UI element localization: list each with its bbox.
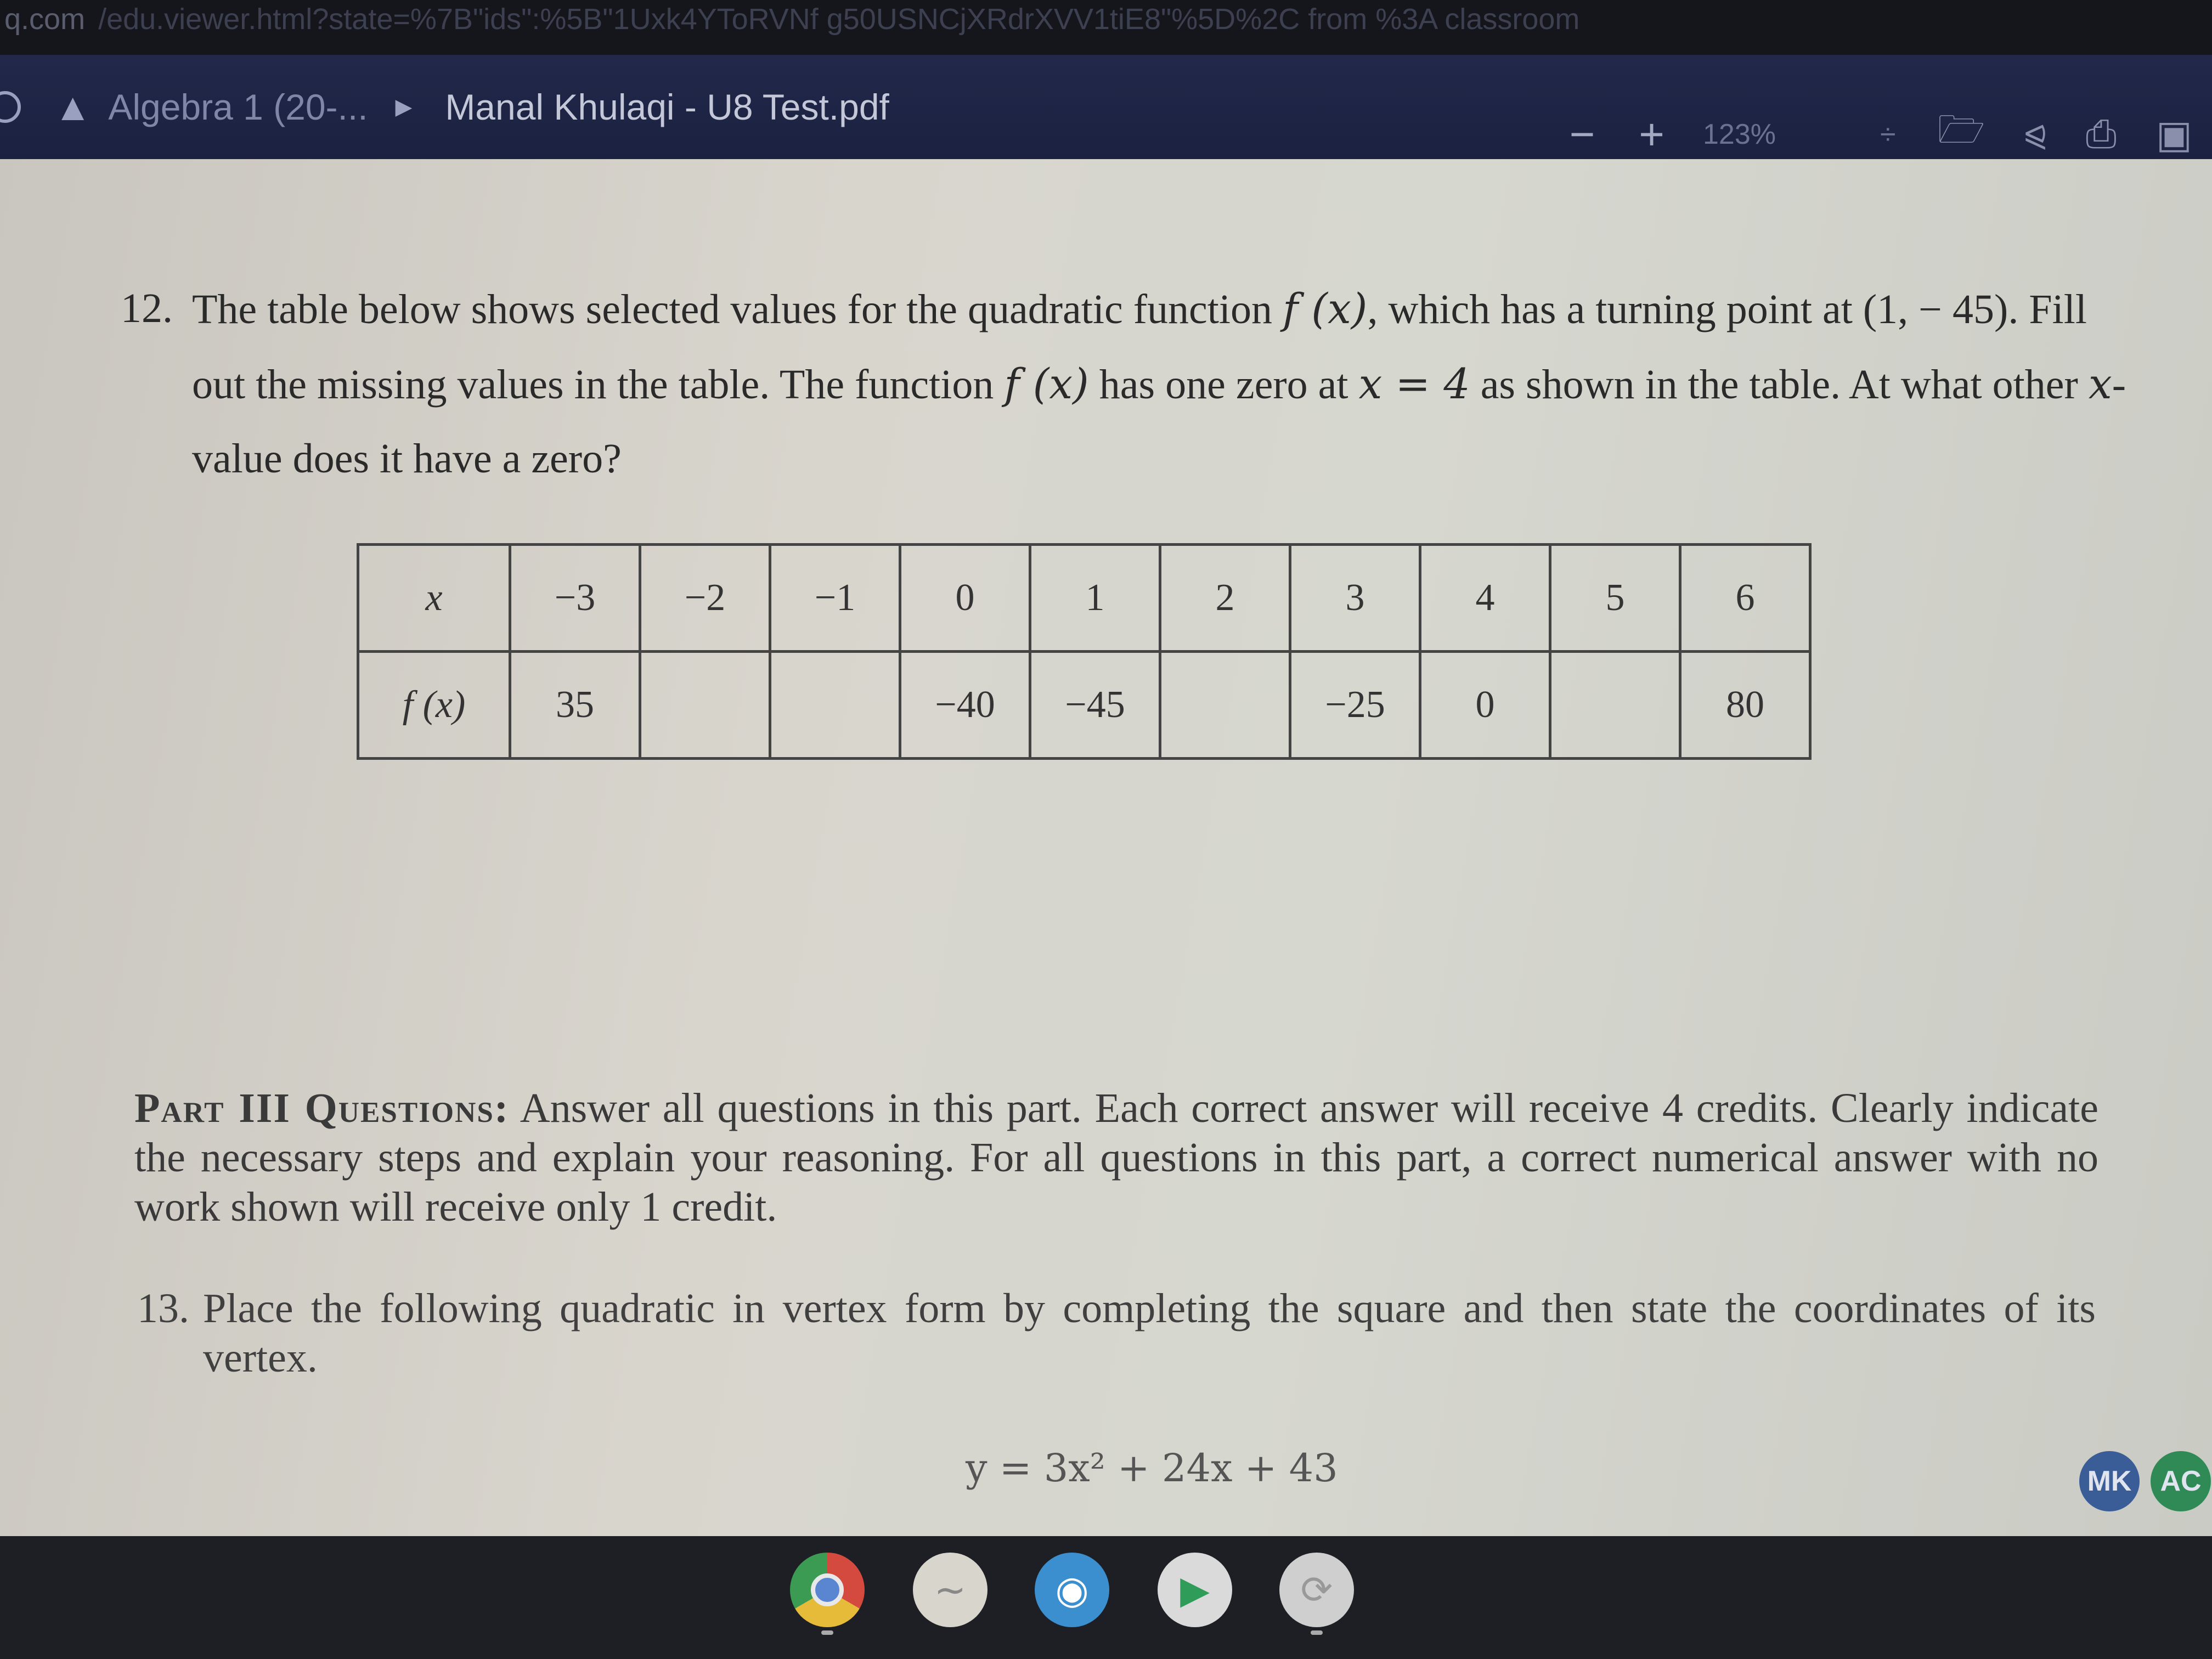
x-cell: −2: [640, 545, 770, 652]
x-cell: −3: [510, 545, 640, 652]
url-bar[interactable]: [0, 0, 2212, 55]
pdf-page: [0, 159, 2212, 1536]
share-icon[interactable]: ⪨: [2024, 112, 2046, 155]
fx-cell: −25: [1290, 652, 1420, 759]
q12-text: has one zero at: [1088, 362, 1359, 408]
pdf-toolbar: [0, 55, 2212, 159]
toolbar-right: [1548, 104, 2212, 165]
fx-cell: −45: [1030, 652, 1160, 759]
x-cell: −1: [770, 545, 900, 652]
fx-cell-empty: [770, 652, 900, 759]
x-cell: 6: [1680, 545, 1810, 652]
avatar[interactable]: AC: [2151, 1451, 2211, 1511]
back-icon[interactable]: [0, 91, 21, 123]
question-13: [137, 1284, 2096, 1383]
camera-icon[interactable]: ◉: [1035, 1553, 1109, 1627]
file-title: Manal Khulaqi - U8 Test.pdf: [445, 87, 889, 127]
x-cell: 0: [900, 545, 1030, 652]
fx-cell: −40: [900, 652, 1030, 759]
fx-symbol: f (x): [1283, 284, 1368, 333]
drive-icon[interactable]: ▲: [54, 86, 92, 128]
fx-cell: 0: [1420, 652, 1550, 759]
question-number: 12.: [121, 285, 173, 331]
avatar[interactable]: MK: [2079, 1451, 2140, 1511]
x-cell: 3: [1290, 545, 1420, 652]
fx-row: [358, 652, 1810, 759]
fx-cell-empty: [1550, 652, 1680, 759]
chrome-icon[interactable]: [790, 1553, 865, 1627]
folder-open-icon[interactable]: 🗁: [1937, 108, 1985, 151]
files-icon[interactable]: ∼: [913, 1553, 988, 1627]
fx-symbol: f (x): [1004, 359, 1089, 408]
running-indicator: [821, 1630, 833, 1635]
fx-cell-empty: [1160, 652, 1290, 759]
part-3-text: Answer all questions in this part. Each correct answer will receive 4 credits. Clearly indicate the necessary steps and explain your reasoning. For all questions in this part, a correct numerical answer with no work shown will receive only 1 credit.: [134, 1085, 2098, 1230]
breadcrumb-folder[interactable]: Algebra 1 (20-...: [108, 87, 368, 127]
fx-cell: 80: [1680, 652, 1810, 759]
url-path: /edu.viewer.html?state=%7B"ids":%5B"1Uxk4YToRVNf g50USNCjXRdrXVV1tiE8"%5D%2C from %3A classroom: [98, 3, 1580, 36]
fx-cell: 35: [510, 652, 640, 759]
play-store-icon[interactable]: ▶: [1158, 1553, 1232, 1627]
x-equals-4: x = 4: [1358, 359, 1470, 408]
equation: y = 3x² + 24x + 43: [966, 1446, 1338, 1491]
app-icon[interactable]: ⟳: [1279, 1553, 1354, 1627]
shelf: [0, 1536, 2212, 1659]
x-cell: 5: [1550, 545, 1680, 652]
x-row: [358, 545, 1810, 652]
x-header: x: [358, 545, 510, 652]
chevron-right-icon: ▶: [395, 95, 413, 119]
q12-text: -value does it have a zero?: [192, 362, 2126, 482]
q12-text: , which has a turning point at (1, − 45). Fill out the missing values in the table. The function: [192, 286, 2087, 408]
print-icon[interactable]: ⎙: [2085, 112, 2117, 155]
fx-header: f (x): [358, 652, 510, 759]
toolbar-left: [0, 77, 889, 137]
question-12: [121, 272, 2129, 496]
part-3-instructions: [134, 1084, 2098, 1232]
zoom-out-button[interactable]: −: [1569, 110, 1595, 159]
zoom-caret-icon[interactable]: ÷: [1880, 119, 1896, 150]
part-3-heading: Part III Questions:: [134, 1085, 510, 1131]
function-table: [357, 543, 1812, 760]
url-domain: q.com: [4, 3, 86, 36]
zoom-in-button[interactable]: +: [1639, 110, 1665, 159]
q12-text: as shown in the table. At what other: [1470, 362, 2089, 408]
question-number: 13.: [137, 1285, 189, 1331]
fx-cell-empty: [640, 652, 770, 759]
q13-text: Place the following quadratic in vertex form by completing the square and then state the coordinates of its vertex.: [203, 1285, 2096, 1381]
q12-text: The table below shows selected values for the quadratic function: [192, 286, 1283, 332]
x-cell: 2: [1160, 545, 1290, 652]
running-indicator: [1311, 1630, 1323, 1635]
save-icon[interactable]: ▣: [2155, 113, 2192, 156]
x-symbol: x: [2088, 359, 2112, 408]
x-cell: 1: [1030, 545, 1160, 652]
zoom-level[interactable]: 123%: [1703, 119, 1776, 150]
x-cell: 4: [1420, 545, 1550, 652]
